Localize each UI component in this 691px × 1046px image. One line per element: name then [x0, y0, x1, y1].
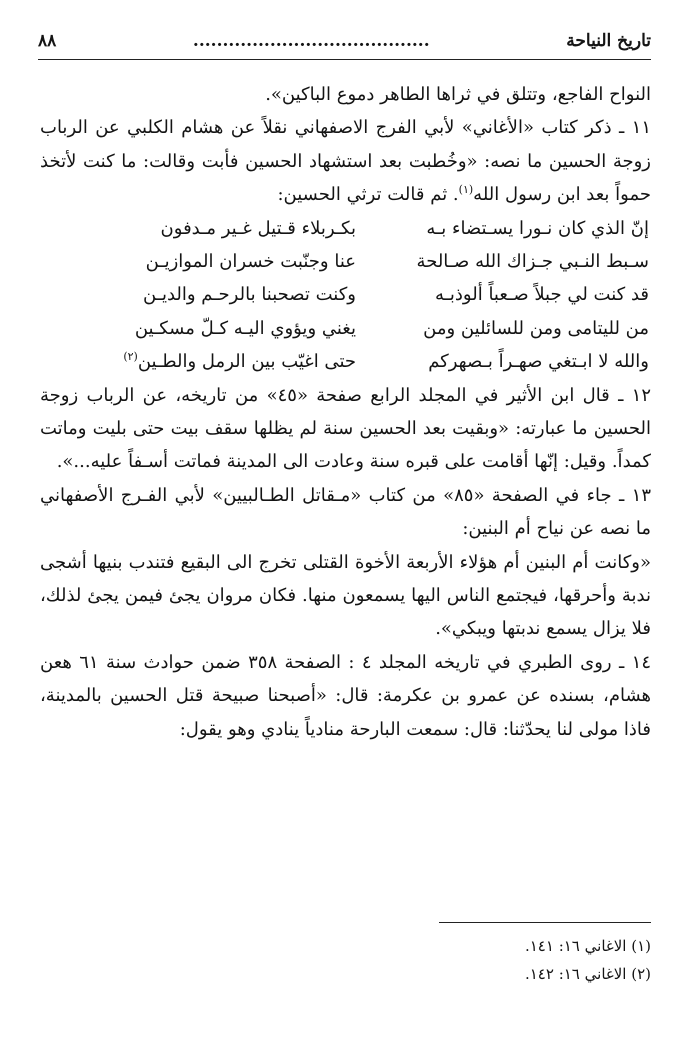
header-rule: [38, 59, 651, 60]
verse-second-hemistich: [66, 345, 356, 378]
poem: [40, 212, 651, 379]
paragraph-item-11-text: ١١ ـ ذكر كتاب «الأغاني» لأبي الفرج الاصفهاني نقلاً عن هشام الكلبي عن الرباب زوجة الحسين ما نصه: «وخُطبت بعد استشهاد الحسين فأبت وقالت: ما كنت لأتخذ حمواً بعد ابن رسول الله: [40, 117, 651, 206]
verse-first-hemistich: إنّ الذي كان نـورا يسـتضاء بـه: [426, 217, 649, 239]
footnote-rule: [439, 922, 651, 923]
poem-verse: [40, 312, 651, 345]
header-leader-dots: ........................................: [192, 31, 430, 51]
verse-first-hemistich: والله لا ابـتغي صهـراً بـصهركم: [428, 351, 649, 373]
paragraph-continuation: النواح الفاجع، وتتلق في ثراها الطاهر دموع الباكين».: [265, 84, 651, 105]
poem-verse: [40, 278, 651, 311]
verse-second-hemistich-text: حتى اغيّب بين الرمل والطـين: [137, 351, 356, 373]
footnotes: [251, 932, 651, 988]
running-title: تاريخ النياحة: [566, 31, 651, 51]
footnote-1: (١) الاغاني ١٦: ١٤١.: [524, 937, 651, 955]
verse-second-hemistich: عنا وجنّبت خسران الموازيـن: [145, 251, 356, 273]
quotation-paragraph: «وكانت أم البنين أم هؤلاء الأربعة الأخوة القتلى تخرج الى البقيع فتندب بنيها أشجى ندبة وأحرقها، فيجتمع الناس اليها يسمعون منها. فكان مروان يجئ فيمن يجئ لذلك، فلا يزال يسمع ندبتها ويبكي».: [40, 551, 651, 640]
poem-verse: [40, 245, 651, 278]
paragraph-item-14: ١٤ ـ روى الطبري في تاريخه المجلد ٤ : الصفحة ٣٥٨ ضمن حوادث سنة ٦١ هعن هشام، بسنده عن عمرو بن عكرمة: قال: «أصبحنا صبيحة قتل الحسين بالمدينة، فاذا مولى لنا يحدّثنا: قال: سمعت البارحة منادياً ينادي وهو يقول:: [40, 651, 651, 740]
main-text: [40, 78, 651, 746]
verse-first-hemistich: من لليتامى ومن للسائلين ومن: [423, 317, 649, 339]
verse-second-hemistich: يغني ويؤوي اليـه كـلّ مسكـين: [134, 317, 356, 339]
paragraph-item-11: [40, 111, 651, 211]
footnote-ref-2: (٢): [123, 350, 138, 364]
paragraph-item-11-end: . ثم قالت ترثي الحسين:: [277, 184, 459, 206]
poem-verse: [40, 212, 651, 245]
verse-first-hemistich: سـبط النـبي جـزاك الله صـالحة: [416, 251, 649, 273]
poem-verse: [40, 345, 651, 378]
footnote-2: (٢) الاغاني ١٦: ١٤٢.: [524, 965, 651, 983]
paragraph-item-13: ١٣ ـ جاء في الصفحة «٨٥» من كتاب «مـقاتل الطـالبيين» لأبي الفـرج الأصفهاني ما نصه عن نياح أم البنين:: [40, 484, 651, 540]
paragraph-item-12: ١٢ ـ قال ابن الأثير في المجلد الرابع صفحة «٤٥» من تاريخه، عن الرباب زوجة الحسين ما عبارته: «وبقيت بعد الحسين سنة لم يظلها سقف بيت حتى بليت وماتت كمداً. وقيل: إنّها أقامت على قبره سنة وعادت الى المدينة فماتت أسـفاً عليه...».: [40, 384, 652, 473]
footnote-ref-1: (١): [458, 183, 474, 197]
page-number: ٨٨: [38, 31, 57, 51]
verse-second-hemistich: بكـربلاء قـتيل غـير مـدفون: [160, 217, 356, 239]
verse-first-hemistich: قد كنت لي جبلاً صـعباً ألوذبـه: [434, 284, 649, 306]
verse-second-hemistich: وكنت تصحبنا بالرحـم والديـن: [142, 284, 356, 306]
page-header: [38, 26, 651, 56]
